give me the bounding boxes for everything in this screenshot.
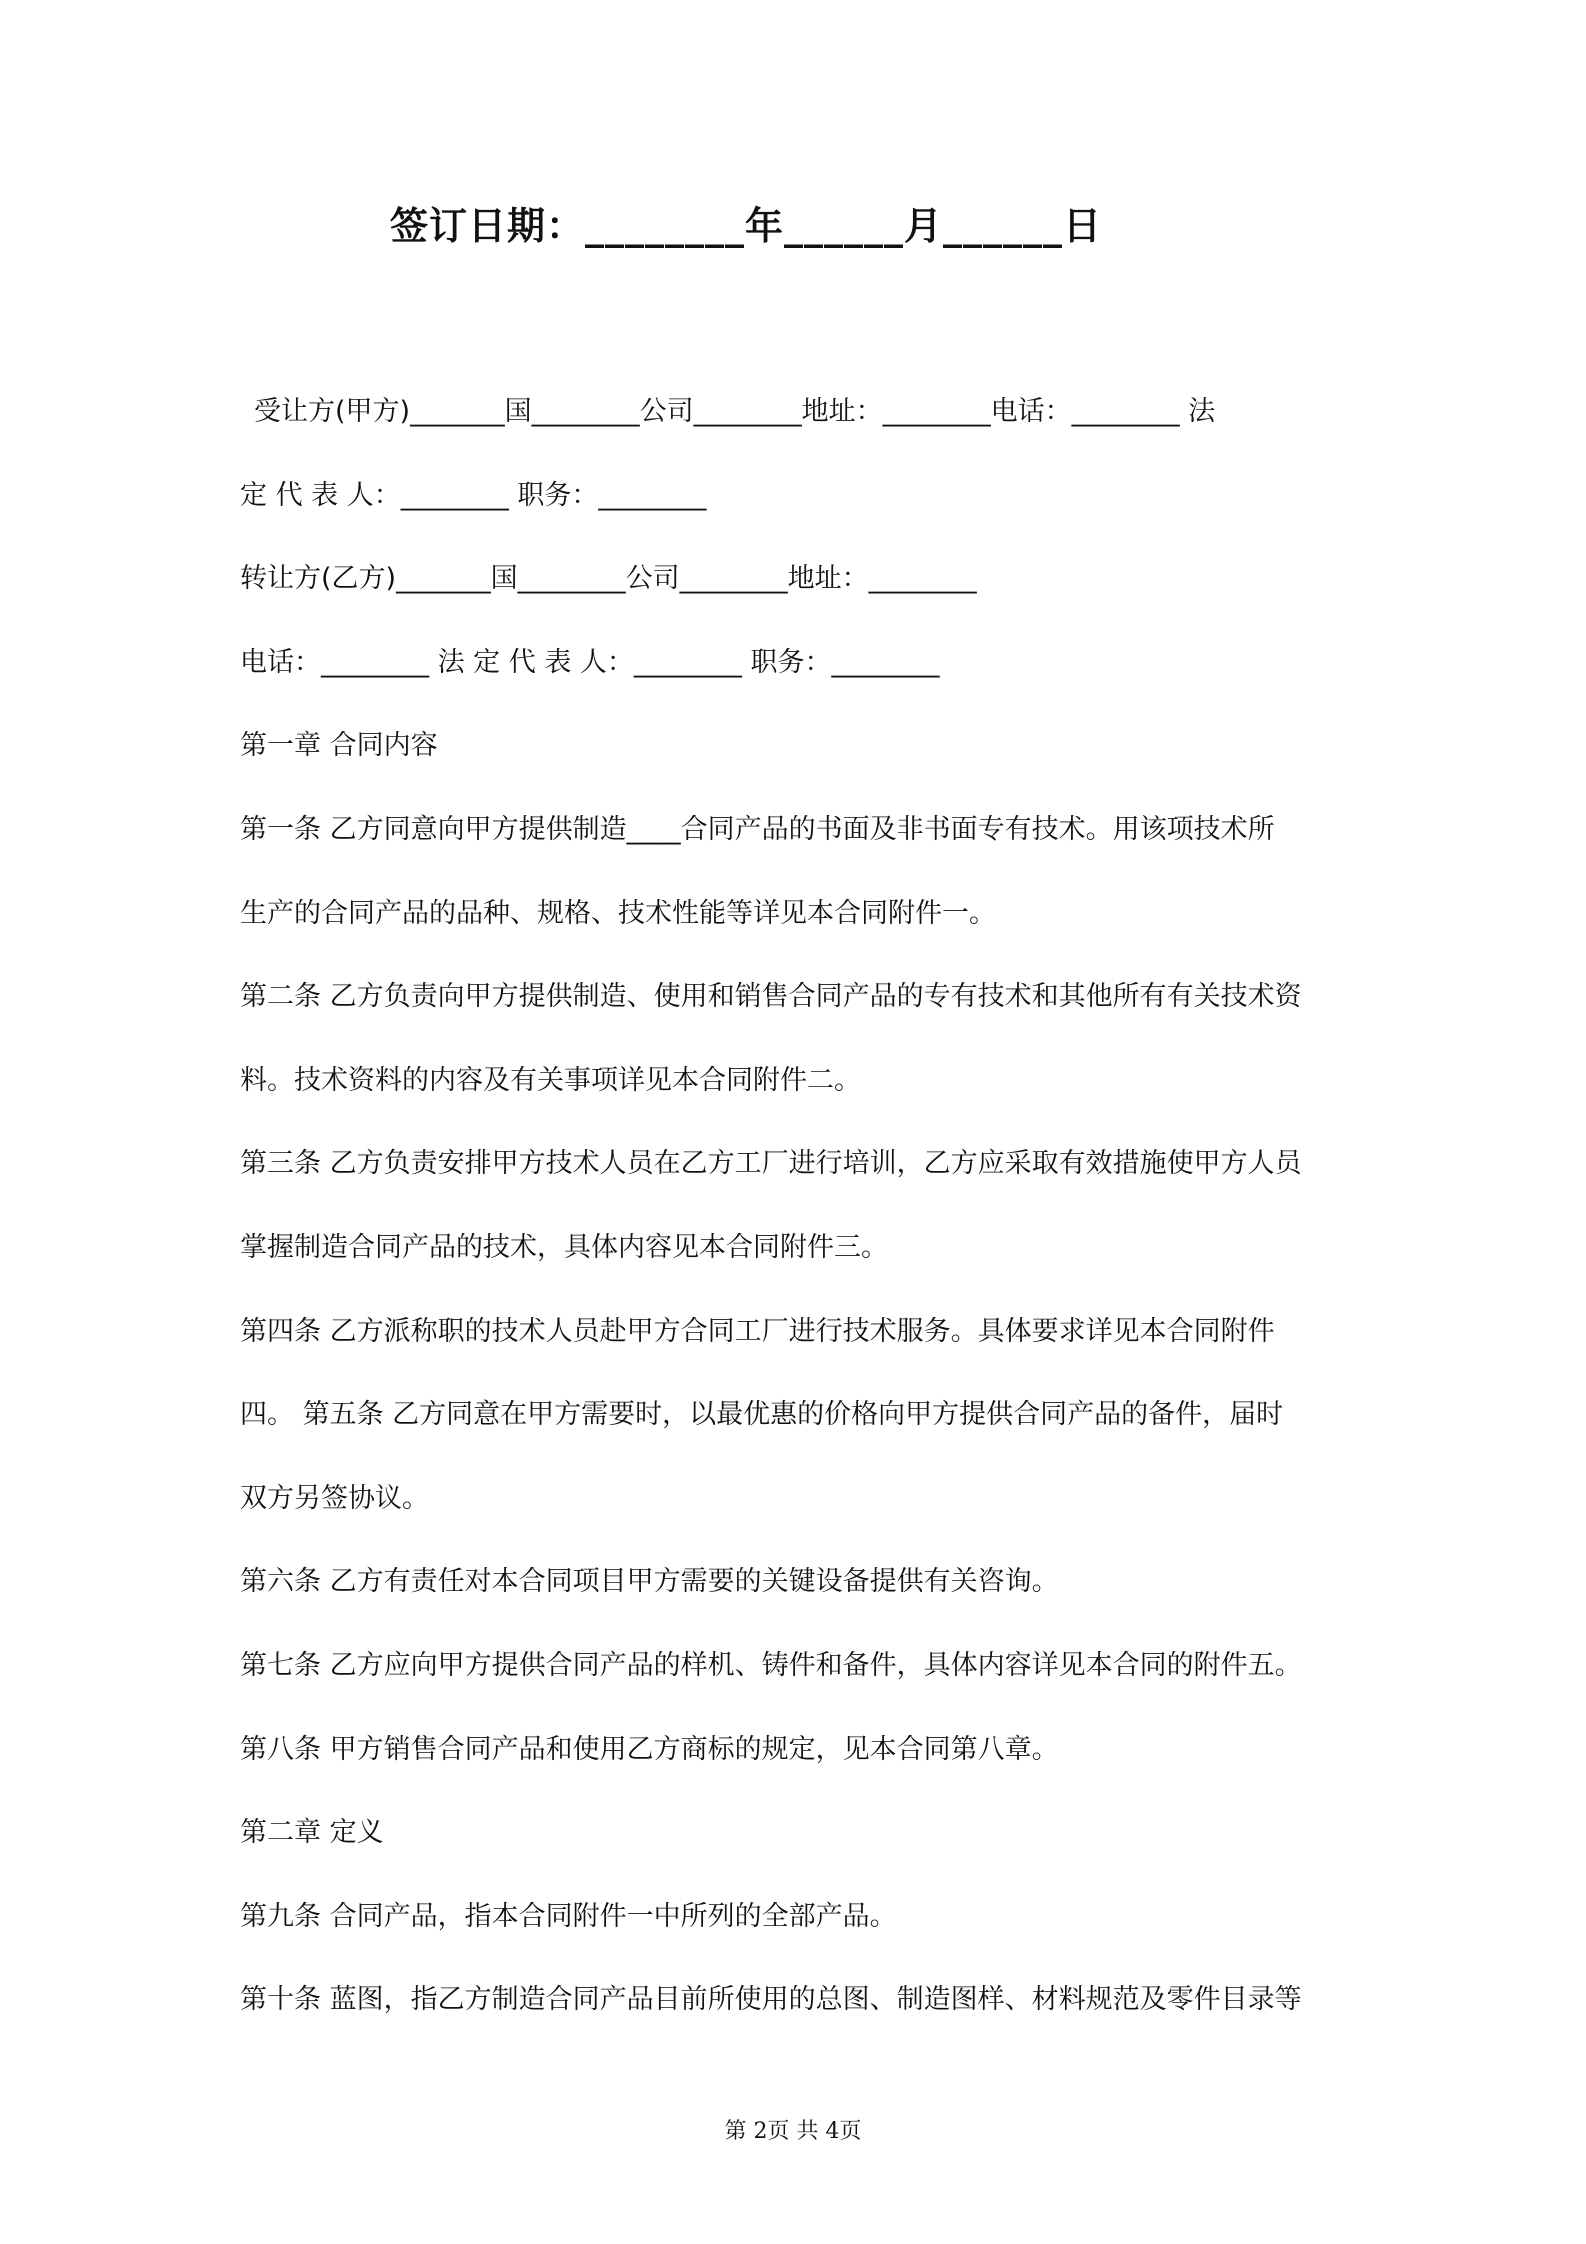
text-line: 定 代 表 人：________ 职务：________ bbox=[240, 479, 707, 511]
text-line: 第九条 合同产品，指本合同附件一中所列的全部产品。 bbox=[240, 1900, 897, 1932]
text-line: 第六条 乙方有责任对本合同项目甲方需要的关键设备提供有关咨询。 bbox=[240, 1566, 1059, 1598]
text-line: 四。 第五条 乙方同意在甲方需要时，以最优惠的价格向甲方提供合同产品的备件，届时 bbox=[240, 1399, 1284, 1431]
text-line: 第八条 甲方销售合同产品和使用乙方商标的规定，见本合同第八章。 bbox=[240, 1733, 1059, 1765]
text-line: 受让方(甲方)_______国________公司________地址：________电话：________ 法 bbox=[254, 396, 1216, 427]
chapter-heading: 第一章 合同内容 bbox=[240, 730, 438, 762]
text-line: 第七条 乙方应向甲方提供合同产品的样机、铸件和备件，具体内容详见本合同的附件五。 bbox=[240, 1649, 1302, 1681]
chapter-heading: 第二章 定义 bbox=[240, 1817, 384, 1849]
text-line: 第十条 蓝图，指乙方制造合同产品目前所使用的总图、制造图样、材料规范及零件目录等 bbox=[240, 1984, 1302, 2016]
signing-date-heading: 签订日期：________年______月______日 bbox=[390, 204, 1103, 248]
text-line: 第一条 乙方同意向甲方提供制造____合同产品的书面及非书面专有技术。用该项技术所 bbox=[240, 813, 1275, 845]
text-line: 第二条 乙方负责向甲方提供制造、使用和销售合同产品的专有技术和其他所有有关技术资 bbox=[240, 981, 1302, 1013]
text-line: 掌握制造合同产品的技术，具体内容见本合同附件三。 bbox=[240, 1231, 888, 1263]
text-line: 双方另签协议。 bbox=[240, 1482, 429, 1514]
text-line: 生产的合同产品的品种、规格、技术性能等详见本合同附件一。 bbox=[240, 897, 996, 929]
page-number-footer: 第 2页 共 4页 bbox=[724, 2119, 862, 2144]
text-line: 料。技术资料的内容及有关事项详见本合同附件二。 bbox=[240, 1064, 861, 1096]
text-line: 转让方(乙方)_______国________公司________地址：________ bbox=[240, 563, 977, 595]
text-line: 第四条 乙方派称职的技术人员赴甲方合同工厂进行技术服务。具体要求详见本合同附件 bbox=[240, 1315, 1275, 1347]
text-line: 第三条 乙方负责安排甲方技术人员在乙方工厂进行培训，乙方应采取有效措施使甲方人员 bbox=[240, 1148, 1302, 1180]
contract-body bbox=[240, 387, 1360, 2059]
text-line: 电话：________ 法 定 代 表 人：________ 职务：________ bbox=[240, 646, 940, 678]
